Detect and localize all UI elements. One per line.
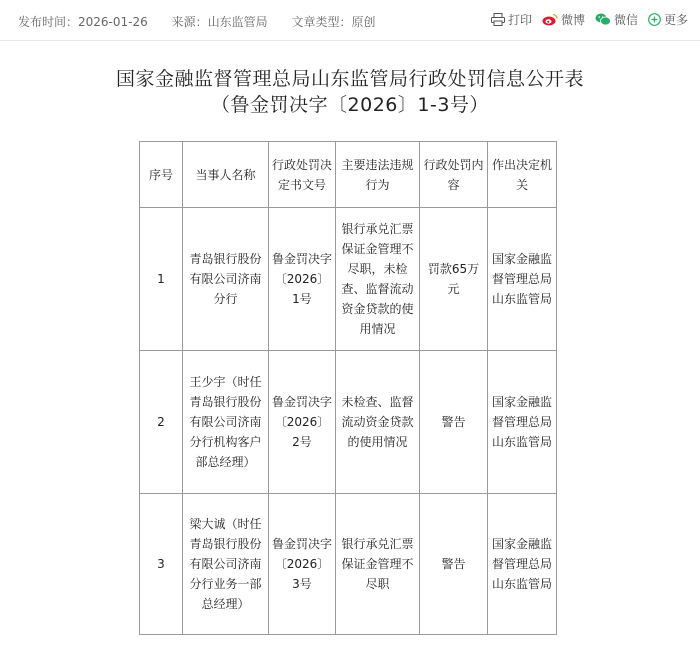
cell-violation: 银行承兑汇票保证金管理不尽职 xyxy=(336,494,420,635)
wechat-label: 微信 xyxy=(613,13,638,27)
printer-icon xyxy=(491,13,505,26)
print-button[interactable] xyxy=(491,11,532,28)
share-toolbar xyxy=(481,11,688,28)
more-share-button[interactable] xyxy=(648,11,688,28)
table-row xyxy=(140,208,557,351)
cell-penalty: 警告 xyxy=(420,494,488,635)
cell-penalty: 警告 xyxy=(420,351,488,494)
cell-no: 3 xyxy=(140,494,183,635)
cell-party: 王少宇（时任青岛银行股份有限公司济南分行机构客户部总经理） xyxy=(183,351,269,494)
weibo-icon xyxy=(542,13,558,26)
weibo-share-button[interactable] xyxy=(542,11,585,28)
cell-no: 1 xyxy=(140,208,183,351)
page-title: 国家金融监督管理总局山东监管局行政处罚信息公开表 xyxy=(115,68,584,90)
wechat-icon xyxy=(595,13,611,26)
header-no: 序号 xyxy=(140,142,183,208)
cell-authority: 国家金融监督管理总局山东监管局 xyxy=(488,208,557,351)
wechat-share-button[interactable] xyxy=(595,11,638,28)
header-authority: 作出决定机关 xyxy=(488,142,557,208)
table-row xyxy=(140,494,557,635)
table-header-row xyxy=(140,142,557,208)
article-meta xyxy=(18,13,395,30)
header-party: 当事人名称 xyxy=(183,142,269,208)
header-doc-number: 行政处罚决定书文号 xyxy=(269,142,336,208)
print-label: 打印 xyxy=(507,13,532,27)
cell-doc-number: 鲁金罚决字〔2026〕1号 xyxy=(269,208,336,351)
article-meta-bar xyxy=(0,0,700,41)
cell-doc-number: 鲁金罚决字〔2026〕3号 xyxy=(269,494,336,635)
table-row xyxy=(140,351,557,494)
more-label: 更多 xyxy=(663,13,688,27)
header-penalty: 行政处罚内容 xyxy=(420,142,488,208)
publish-date: 发布时间：2026-01-26 xyxy=(18,15,148,29)
weibo-label: 微博 xyxy=(560,13,585,27)
article-type: 文章类型：原创 xyxy=(291,15,376,29)
cell-party: 梁大诚（时任青岛银行股份有限公司济南分行业务一部总经理） xyxy=(183,494,269,635)
cell-party: 青岛银行股份有限公司济南分行 xyxy=(183,208,269,351)
penalty-table xyxy=(139,141,557,635)
article-source: 来源：山东监管局 xyxy=(171,15,268,29)
cell-no: 2 xyxy=(140,351,183,494)
header-violation: 主要违法违规行为 xyxy=(336,142,420,208)
page-subtitle: （鲁金罚决字〔2026〕1-3号） xyxy=(211,94,489,116)
cell-violation: 银行承兑汇票保证金管理不尽职，未检查、监督流动资金贷款的使用情况 xyxy=(336,208,420,351)
cell-penalty: 罚款65万元 xyxy=(420,208,488,351)
cell-doc-number: 鲁金罚决字〔2026〕2号 xyxy=(269,351,336,494)
cell-violation: 未检查、监督流动资金贷款的使用情况 xyxy=(336,351,420,494)
plus-circle-icon xyxy=(648,13,661,26)
cell-authority: 国家金融监督管理总局山东监管局 xyxy=(488,494,557,635)
cell-authority: 国家金融监督管理总局山东监管局 xyxy=(488,351,557,494)
